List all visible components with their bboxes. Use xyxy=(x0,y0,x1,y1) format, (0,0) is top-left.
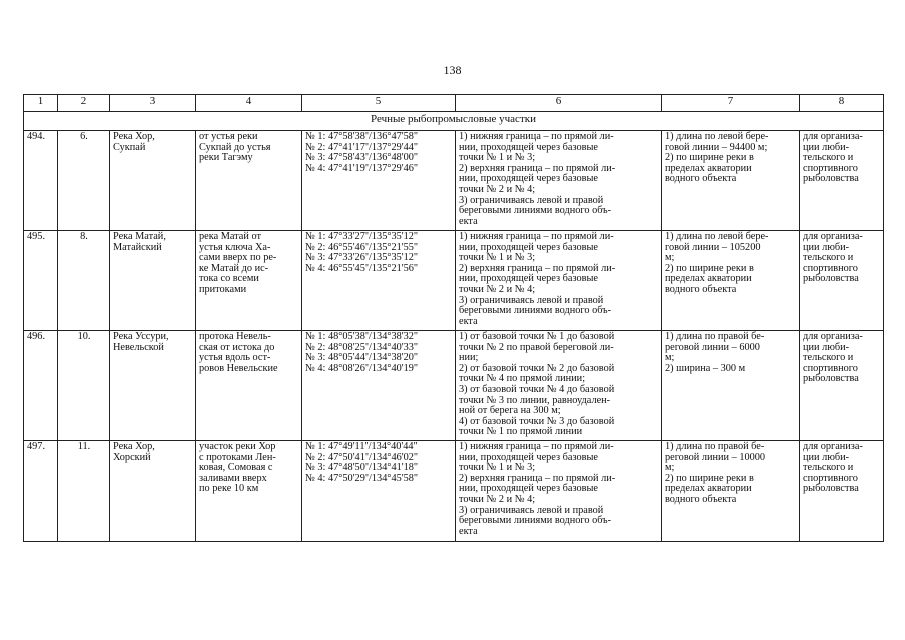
row-index: 10. xyxy=(58,331,110,441)
row-index: 6. xyxy=(58,131,110,231)
header-cell: 3 xyxy=(110,95,196,112)
area-boundaries: 1) нижняя граница – по прямой ли- нии, проходящей через базовые точки № 1 и № 3; 2) верхняя граница – по прямой ли- нии, проходящей через базовые точки № 2 и № 4; 3) ограничиваясь левой и правой береговыми линиями водного объ- екта xyxy=(456,440,662,541)
area-purpose: для организа- ции люби- тельского и спортивного рыболовства xyxy=(800,331,884,441)
header-cell: 1 xyxy=(24,95,58,112)
header-cell: 6 xyxy=(456,95,662,112)
header-cell: 4 xyxy=(196,95,302,112)
area-name: Река Хор, Сукпай xyxy=(110,131,196,231)
fishing-areas-table xyxy=(23,94,884,542)
area-size: 1) длина по правой бе- реговой линии – 10000 м; 2) по ширине реки в пределах акватории водного объекта xyxy=(662,440,800,541)
row-number: 496. xyxy=(24,331,58,441)
header-row xyxy=(24,95,884,112)
area-location: участок реки Хор с протоками Лен- ковая, Сомовая с заливами вверх по реке 10 км xyxy=(196,440,302,541)
area-boundaries: 1) от базовой точки № 1 до базовой точки № 2 по правой береговой ли- нии; 2) от базовой точки № 2 до базовой точки № 4 по прямой линии; 3) от базовой точки № 4 до базовой точки № 3 по линии, равноудален- ной от берега на 300 м; 4) от базовой точки № 3 до базовой точки № 1 по прямой линии xyxy=(456,331,662,441)
header-cell: 7 xyxy=(662,95,800,112)
table-row xyxy=(24,131,884,231)
area-purpose: для организа- ции люби- тельского и спортивного рыболовства xyxy=(800,231,884,331)
area-coordinates: № 1: 48°05'38"/134°38'32" № 2: 48°08'25"/134°40'33" № 3: 48°05'44"/134°38'20" № 4: 48°08'26"/134°40'19" xyxy=(302,331,456,441)
area-size: 1) длина по правой бе- реговой линии – 6000 м; 2) ширина – 300 м xyxy=(662,331,800,441)
row-index: 8. xyxy=(58,231,110,331)
area-coordinates: № 1: 47°49'11"/134°40'44" № 2: 47°50'41"/134°46'02" № 3: 47°48'50"/134°41'18" № 4: 47°50'29"/134°45'58" xyxy=(302,440,456,541)
row-number: 497. xyxy=(24,440,58,541)
row-number: 495. xyxy=(24,231,58,331)
area-purpose: для организа- ции люби- тельского и спортивного рыболовства xyxy=(800,440,884,541)
area-name: Река Хор, Хорский xyxy=(110,440,196,541)
area-location: протока Невель- ская от истока до устья вдоль ост- ровов Невельские xyxy=(196,331,302,441)
table-row xyxy=(24,440,884,541)
area-size: 1) длина по левой бере- говой линии – 94400 м; 2) по ширине реки в пределах акватории водного объекта xyxy=(662,131,800,231)
area-coordinates: № 1: 47°33'27"/135°35'12" № 2: 46°55'46"/135°21'55" № 3: 47°33'26"/135°35'12" № 4: 46°55'45"/135°21'56" xyxy=(302,231,456,331)
table-row xyxy=(24,231,884,331)
section-title: Речные рыбопромысловые участки xyxy=(24,112,884,131)
area-location: от устья реки Сукпай до устья реки Тагэму xyxy=(196,131,302,231)
header-cell: 8 xyxy=(800,95,884,112)
row-number: 494. xyxy=(24,131,58,231)
section-row xyxy=(24,112,884,131)
area-size: 1) длина по левой бере- говой линии – 105200 м; 2) по ширине реки в пределах акватории водного объекта xyxy=(662,231,800,331)
header-cell: 2 xyxy=(58,95,110,112)
area-purpose: для организа- ции люби- тельского и спортивного рыболовства xyxy=(800,131,884,231)
row-index: 11. xyxy=(58,440,110,541)
area-coordinates: № 1: 47°58'38"/136°47'58" № 2: 47°41'17"/137°29'44" № 3: 47°58'43"/136°48'00" № 4: 47°41'19"/137°29'46" xyxy=(302,131,456,231)
area-name: Река Уссури, Невельской xyxy=(110,331,196,441)
table-row xyxy=(24,331,884,441)
area-boundaries: 1) нижняя граница – по прямой ли- нии, проходящей через базовые точки № 1 и № 3; 2) верхняя граница – по прямой ли- нии, проходящей через базовые точки № 2 и № 4; 3) ограничиваясь левой и правой береговыми линиями водного объ- екта xyxy=(456,131,662,231)
area-location: река Матай от устья ключа Ха- сами вверх по ре- ке Матай до ис- тока со всеми притоками xyxy=(196,231,302,331)
area-boundaries: 1) нижняя граница – по прямой ли- нии, проходящей через базовые точки № 1 и № 3; 2) верхняя граница – по прямой ли- нии, проходящей через базовые точки № 2 и № 4; 3) ограничиваясь левой и правой береговыми линиями водного объ- екта xyxy=(456,231,662,331)
area-name: Река Матай, Матайский xyxy=(110,231,196,331)
page-number: 138 xyxy=(443,63,462,77)
header-cell: 5 xyxy=(302,95,456,112)
